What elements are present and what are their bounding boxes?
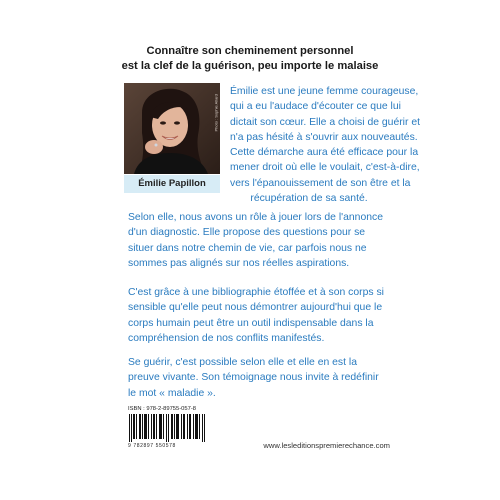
- paragraph-line: preuve vivante. Son témoignage nous invite à redéfinir: [128, 372, 379, 384]
- paragraph-line: sommes pas alignés sur nos réelles aspirations.: [128, 257, 350, 269]
- intro-line: Émilie est une jeune femme courageuse,: [230, 86, 419, 97]
- paragraph-healing: [128, 355, 390, 401]
- publisher-website[interactable]: www.lesleditionspremierechance.com: [263, 441, 390, 450]
- photo-credit: [214, 120, 219, 132]
- isbn-label: ISBN : 978-2-89755-057-8: [128, 406, 196, 412]
- paragraph-line: sensible qu'elle peut nous démontrer aujourd'hui que le: [128, 302, 383, 314]
- paragraph-line: C'est grâce à une bibliographie étoffée et à son corps si: [128, 287, 384, 298]
- paragraph-line: Se guérir, c'est possible selon elle et elle en est la: [128, 357, 357, 368]
- intro-line: qui a eu l'audace d'écouter ce que lui: [230, 101, 401, 113]
- paragraph-line: le mot « maladie ».: [128, 387, 216, 399]
- paragraph-diagnosis: [128, 210, 390, 271]
- paragraph-line: Selon elle, nous avons un rôle à jouer lors de l'annonce: [128, 212, 383, 223]
- author-portrait-image: [124, 83, 220, 174]
- intro-line: mener droit où elle le voulait, c'est-à-dire,: [230, 162, 420, 174]
- paragraph-line: compréhension de nos conflits manifestés.: [128, 332, 325, 344]
- headline: [118, 44, 382, 74]
- intro-line: Cette démarche aura été efficace pour la: [230, 147, 419, 159]
- author-name-label: Émilie Papillon: [124, 175, 220, 193]
- paragraph-line: corps humain peut être un outil indispensable dans la: [128, 317, 374, 329]
- intro-paragraph: [230, 84, 421, 206]
- paragraph-bibliography: [128, 285, 390, 346]
- intro-line: vers l'épanouissement de son être et la: [230, 177, 411, 189]
- barcode-digits: 9 782897 550578: [128, 443, 176, 449]
- headline-line-1: Connaître son cheminement personnel: [146, 45, 354, 57]
- intro-line: n'a pas hésité à s'ouvrir aux nouveautés.: [230, 131, 418, 143]
- paragraph-line: situer dans notre chemin de vie, car parfois nous ne: [128, 242, 367, 254]
- headline-line-2: est la clef de la guérison, peu importe le malaise: [121, 60, 379, 72]
- paragraph-line: d'un diagnostic. Elle propose des questions pour se: [128, 227, 366, 239]
- intro-line: récupération de sa santé.: [250, 193, 368, 205]
- intro-line: dictait son cœur. Elle a choisi de guérir et: [230, 116, 421, 128]
- isbn-barcode: [128, 406, 210, 453]
- author-photo: [124, 83, 220, 174]
- barcode-bars: [128, 414, 208, 442]
